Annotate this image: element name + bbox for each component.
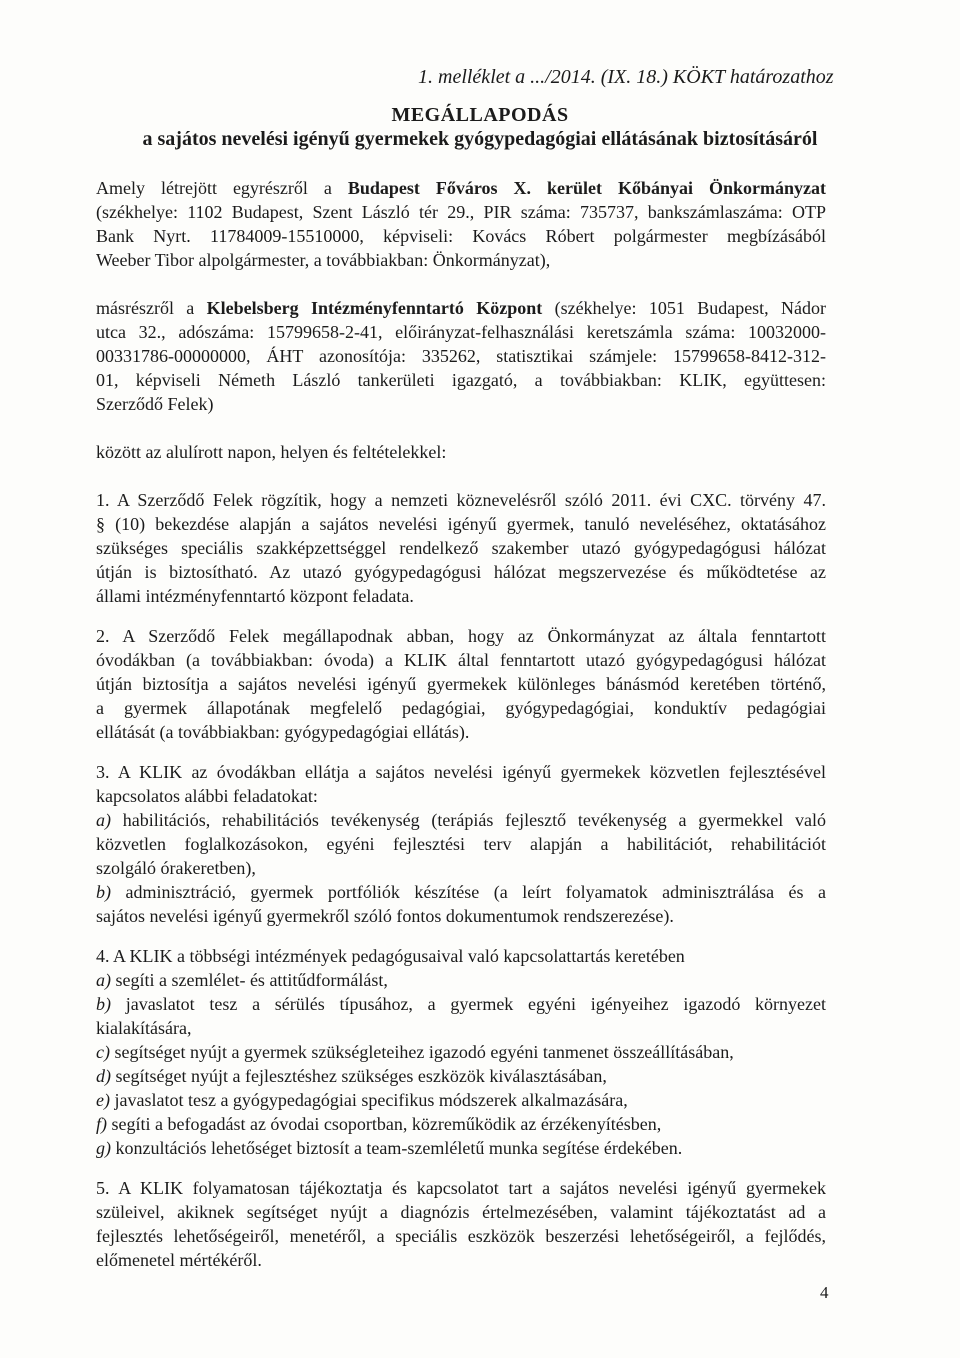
section5-line: szüleivel, akiknek segítséget nyújt a diagnózis értelmezésében, valamint tájékoztatást ad a bbox=[96, 1202, 826, 1222]
section2-line: a gyermek állapotának megfelelő pedagógiai, gyógypedagógiai, konduktív pedagógiai bbox=[96, 698, 826, 718]
section3-line: kapcsolatos alábbi feladatokat: bbox=[96, 786, 318, 806]
section4-item-c: c) segítséget nyújt a gyermek szükségleteihez igazodó egyéni tanmenet összeállításában, bbox=[96, 1042, 734, 1062]
section4-item-g: g) konzultációs lehetőséget biztosít a team-szemléletű munka segítése érdekében. bbox=[96, 1138, 683, 1158]
section3-item-a: a) habilitációs, rehabilitációs tevékenység (terápiás fejlesztő tevékenység a gyermekkel való bbox=[96, 810, 826, 830]
section3-item-b-cont: sajátos nevelési igényű gyermekről szóló fontos dokumentumok rendszerezése). bbox=[96, 906, 674, 926]
party2-line: másrészről a Klebelsberg Intézményfenntartó Központ (székhelye: 1051 Budapest, Nádor bbox=[96, 298, 826, 318]
party2-name: Klebelsberg Intézményfenntartó Központ bbox=[206, 298, 543, 318]
section4-item-e: e) javaslatot tesz a gyógypedagógiai specifikus módszerek alkalmazására, bbox=[96, 1090, 628, 1110]
party2-line: Szerződő Felek) bbox=[96, 394, 214, 414]
section1-line: útján is biztosítható. Az utazó gyógypedagógusi hálózat megszervezése és működtetése az bbox=[96, 562, 826, 582]
section4-item-b-cont: kialakítására, bbox=[96, 1018, 192, 1038]
section3-item-a-cont: közvetlen foglalkozásokon, egyéni fejlesztési terv alapján a habilitációt, rehabilitációt bbox=[96, 834, 826, 854]
section1-line: § (10) bekezdése alapján a sajátos nevelési igényű gyermek, tanuló neveléséhez, oktatásához bbox=[96, 514, 826, 534]
party1-line: Amely létrejött egyrészről a Budapest Főváros X. kerület Kőbányai Önkormányzat bbox=[96, 178, 827, 198]
section2-line: óvodákban (a továbbiakban: óvoda) a KLIK által fenntartott utazó gyógypedagógusi hálózat bbox=[96, 650, 826, 670]
section4-intro: 4. A KLIK a többségi intézmények pedagógusaival való kapcsolattartás keretében bbox=[96, 946, 685, 966]
document-subtitle: a sajátos nevelési igényű gyermekek gyógypedagógiai ellátásának biztosításáról bbox=[142, 128, 818, 150]
document-title: MEGÁLLAPODÁS bbox=[391, 104, 569, 126]
intro-clause: között az alulírott napon, helyen és feltételekkel: bbox=[96, 442, 447, 462]
party2-line: utca 32., adószáma: 15799658-2-41, előirányzat-felhasználási keretszámla száma: 10032000- bbox=[96, 322, 826, 342]
section2-line: útján biztosítja a sajátos nevelési igényű gyermekek különleges bánásmód keretében történő, bbox=[96, 674, 826, 694]
party1-name: Budapest Főváros X. kerület Kőbányai Önkormányzat bbox=[347, 178, 827, 198]
section4-item-f: f) segíti a befogadást az óvodai csoportban, közreműködik az érzékenyítésben, bbox=[96, 1114, 662, 1134]
section5-line: 5. A KLIK folyamatosan tájékoztatja és kapcsolatot tart a sajátos nevelési igényű gyermekek bbox=[96, 1178, 826, 1198]
party1-line: Bank Nyrt. 11784009-15510000, képviseli: Kovács Róbert polgármester megbízásából bbox=[96, 226, 826, 246]
party1-line: (székhelye: 1102 Budapest, Szent László tér 29., PIR száma: 735737, bankszámlaszáma: OTP bbox=[96, 202, 826, 222]
section2-line: ellátását (a továbbiakban: gyógypedagógiai ellátás). bbox=[96, 722, 470, 742]
section4-item-d: d) segítséget nyújt a fejlesztéshez szükséges eszközök kiválasztásában, bbox=[96, 1066, 607, 1086]
section3-item-b: b) adminisztráció, gyermek portfóliók készítése (a leírt folyamatok adminisztrálása és a bbox=[96, 882, 826, 902]
page-number: 4 bbox=[820, 1283, 829, 1302]
party2-line: 01, képviseli Németh László tankerületi igazgató, a továbbiakban: KLIK, együttesen: bbox=[96, 370, 826, 390]
section5-line: előmenetel mértékéről. bbox=[96, 1250, 262, 1270]
section4-item-b: b) javaslatot tesz a sérülés típusához, a gyermek egyéni igényeihez igazodó környezet bbox=[96, 994, 826, 1014]
section3-item-a-cont: szolgáló órakeretben), bbox=[96, 858, 256, 878]
section5-line: fejlesztés lehetőségeiről, menetéről, a speciális eszközök beszerzési lehetőségeiről, a fejlődés, bbox=[96, 1226, 826, 1246]
section1-line: szükséges speciális szakképzettséggel rendelkező szakember utazó gyógypedagógusi hálózat bbox=[96, 538, 826, 558]
section1-line: 1. A Szerződő Felek rögzítik, hogy a nemzeti köznevelésről szóló 2011. évi CXC. törvény 47. bbox=[96, 490, 826, 510]
resolution-reference: 1. melléklet a .../2014. (IX. 18.) KÖKT határozathoz bbox=[418, 66, 834, 88]
party1-line: Weeber Tibor alpolgármester, a továbbiakban: Önkormányzat), bbox=[96, 250, 551, 270]
section1-line: állami intézményfenntartó központ feladata. bbox=[96, 586, 414, 606]
section3-line: 3. A KLIK az óvodákban ellátja a sajátos nevelési igényű gyermekek közvetlen fejlesztésével bbox=[96, 762, 826, 782]
section2-line: 2. A Szerződő Felek megállapodnak abban, hogy az Önkormányzat az általa fenntartott bbox=[96, 626, 826, 646]
section4-item-a: a) segíti a szemlélet- és attitűdformálást, bbox=[96, 970, 388, 990]
party2-line: 00331786-00000000, ÁHT azonosítója: 335262, statisztikai számjele: 15799658-8412-312- bbox=[96, 346, 826, 366]
